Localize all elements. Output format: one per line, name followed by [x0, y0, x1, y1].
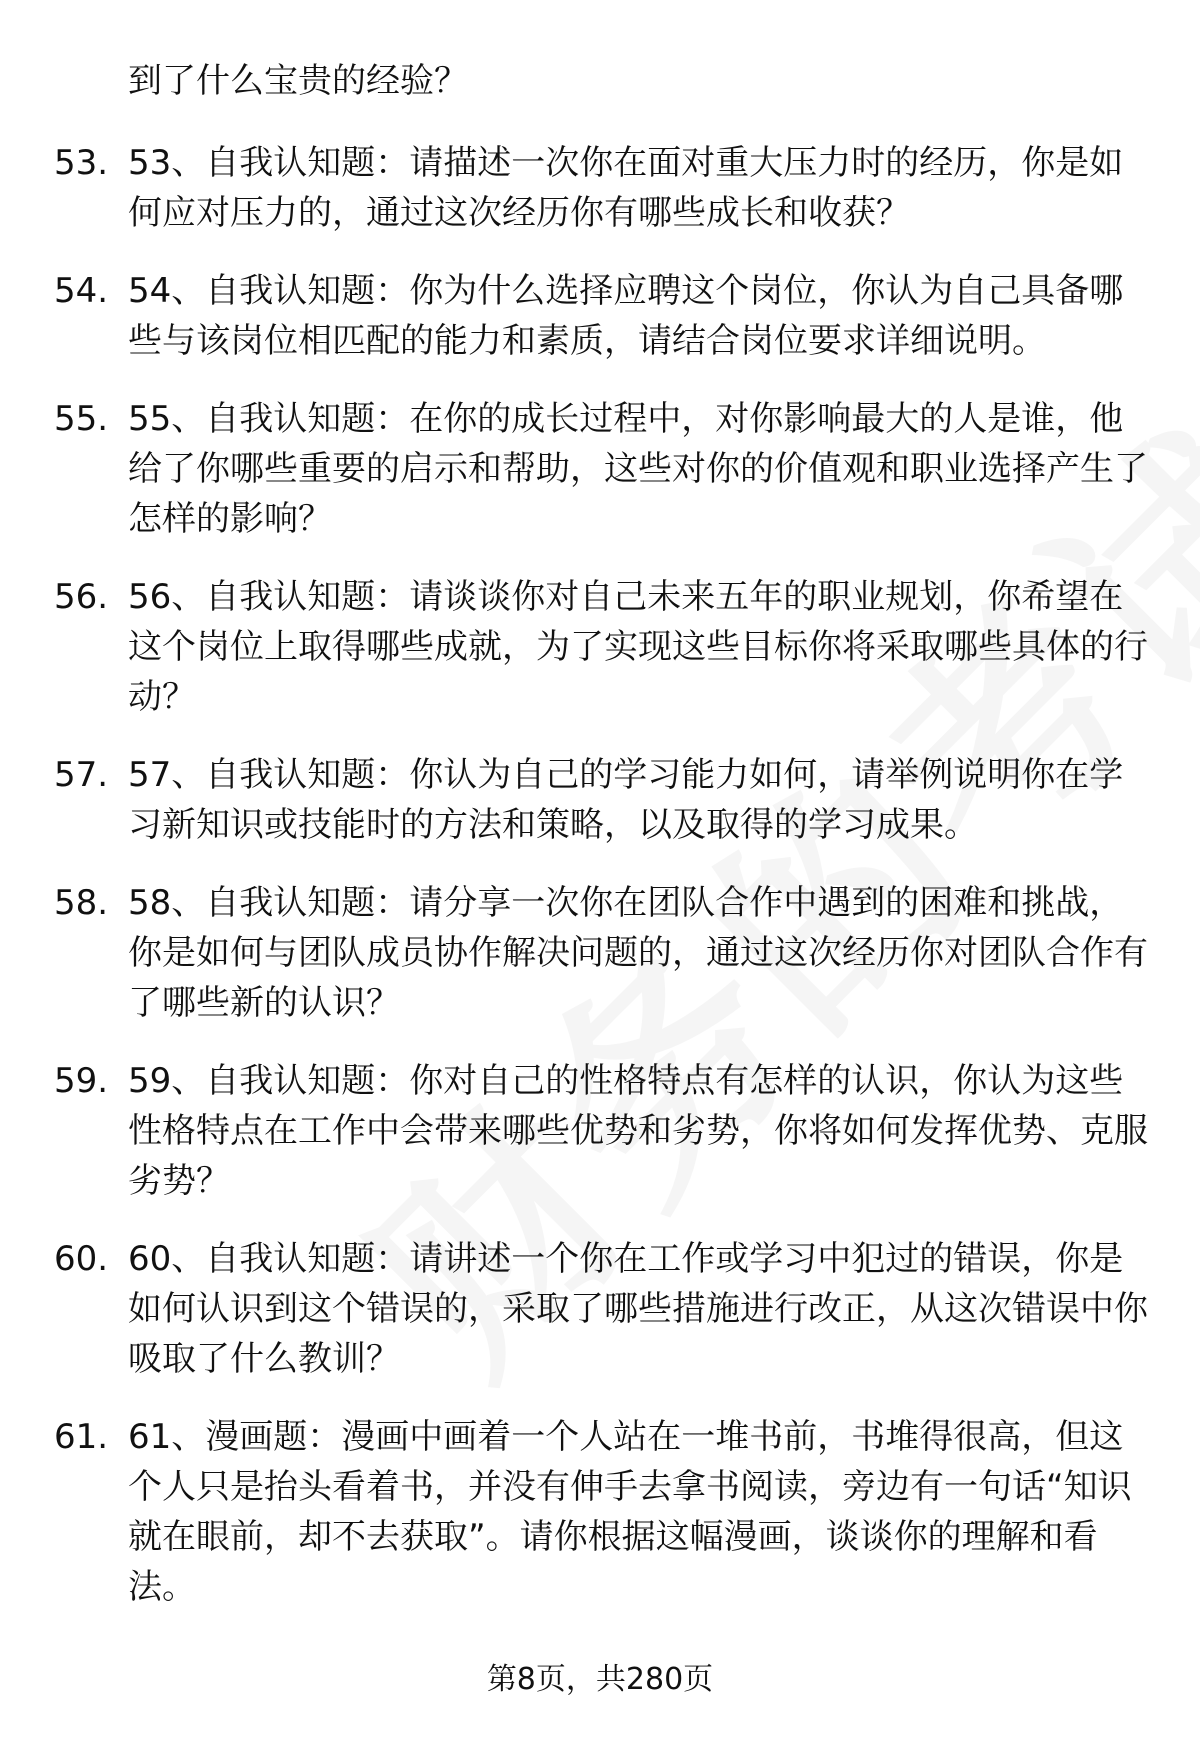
- question-text: 53、自我认知题：请描述一次你在面对重大压力时的经历，你是如何应对压力的，通过这次经历你有哪些成长和收获？: [128, 143, 1124, 233]
- list-item: [0, 1056, 1200, 1206]
- continuation-text: 到了什么宝贵的经验？: [128, 61, 468, 101]
- list-item: [0, 1412, 1200, 1612]
- list-item: [0, 878, 1200, 1028]
- question-list: [0, 138, 1200, 1640]
- question-text: 60、自我认知题：请讲述一个你在工作或学习中犯过的错误，你是如何认识到这个错误的，采取了哪些措施进行改正，从这次错误中你吸取了什么教训？: [128, 1239, 1148, 1379]
- page-number-footer: 第8页，共280页: [486, 1662, 714, 1697]
- question-text: 54、自我认知题：你为什么选择应聘这个岗位，你认为自己具备哪些与该岗位相匹配的能力和素质，请结合岗位要求详细说明。: [128, 271, 1124, 361]
- question-text: 59、自我认知题：你对自己的性格特点有怎样的认识，你认为这些性格特点在工作中会带来哪些优势和劣势，你将如何发挥优势、克服劣势？: [128, 1061, 1148, 1201]
- question-number: 55.: [54, 399, 109, 439]
- list-item: [0, 572, 1200, 722]
- question-number: 58.: [54, 883, 109, 923]
- question-text: 57、自我认知题：你认为自己的学习能力如何，请举例说明你在学习新知识或技能时的方法和策略，以及取得的学习成果。: [128, 755, 1124, 845]
- question-number: 54.: [54, 271, 109, 311]
- list-item: [0, 1234, 1200, 1384]
- list-item: [0, 266, 1200, 366]
- question-number: 59.: [54, 1061, 109, 1101]
- question-number: 57.: [54, 755, 109, 795]
- list-item: [0, 750, 1200, 850]
- question-number: 60.: [54, 1239, 109, 1279]
- question-text: 58、自我认知题：请分享一次你在团队合作中遇到的困难和挑战，你是如何与团队成员协作解决问题的，通过这次经历你对团队合作有了哪些新的认识？: [128, 883, 1148, 1023]
- question-text: 61、漫画题：漫画中画着一个人站在一堆书前，书堆得很高，但这个人只是抬头看着书，并没有伸手去拿书阅读，旁边有一句话“知识就在眼前，却不去获取”。请你根据这幅漫画，谈谈你的理解和看法。: [128, 1417, 1132, 1607]
- list-item: [0, 138, 1200, 238]
- question-number: 61.: [54, 1417, 109, 1457]
- question-text: 56、自我认知题：请谈谈你对自己未来五年的职业规划，你希望在这个岗位上取得哪些成就，为了实现这些目标你将采取哪些具体的行动？: [128, 577, 1148, 717]
- question-number: 56.: [54, 577, 109, 617]
- list-item: [0, 394, 1200, 544]
- question-number: 53.: [54, 143, 109, 183]
- question-text: 55、自我认知题：在你的成长过程中，对你影响最大的人是谁，他给了你哪些重要的启示和帮助，这些对你的价值观和职业选择产生了怎样的影响？: [128, 399, 1148, 539]
